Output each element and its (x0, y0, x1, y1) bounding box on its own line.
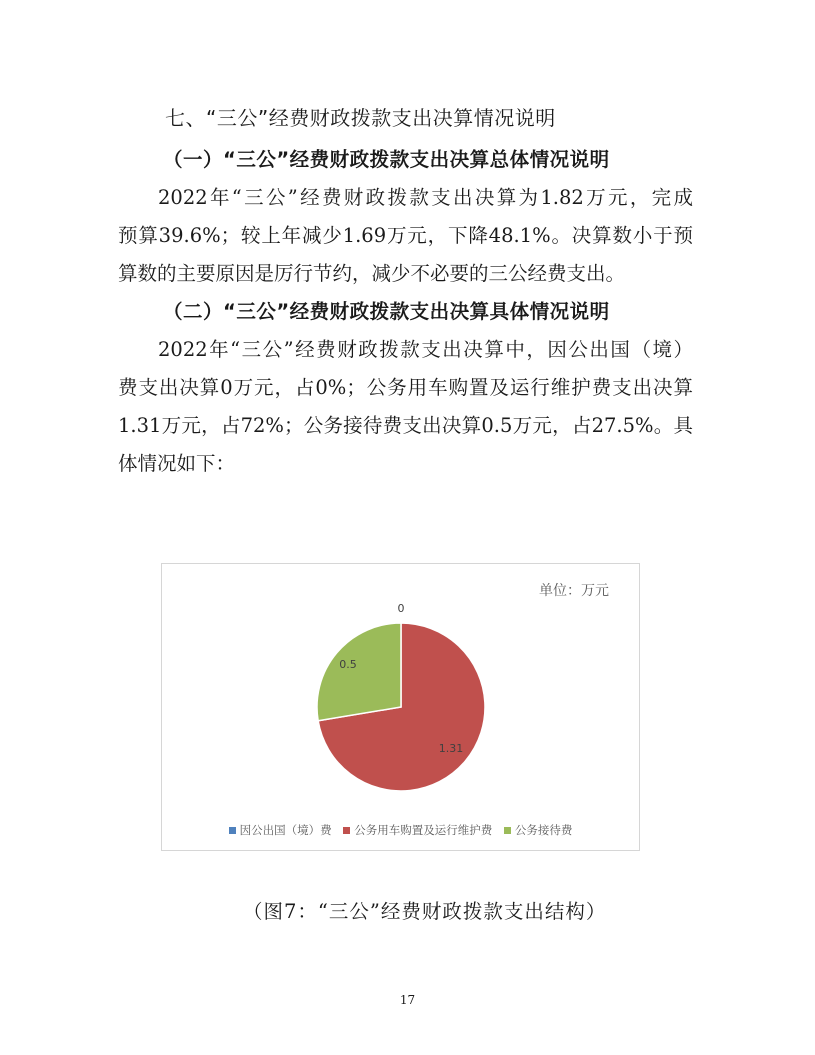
section-heading: 七、“三公”经费财政拨款支出决算情况说明 (165, 106, 556, 130)
paragraph-2-line-2: 费支出决算0万元，占0%；公务用车购置及运行维护费支出决算 (118, 376, 693, 399)
data-label-vehicle: 1.31 (438, 742, 464, 755)
subsection-1-heading: （一）“三公”经费财政拨款支出决算总体情况说明 (163, 148, 610, 171)
pie-chart-canvas (162, 564, 639, 814)
paragraph-2-line-3: 1.31万元，占72%；公务接待费支出决算0.5万元，占27.5%。具 (118, 414, 693, 437)
chart-unit-label: 单位：万元 (539, 583, 609, 599)
legend-label-reception: 公务接待费 (514, 823, 573, 837)
page-number: 17 (399, 993, 416, 1007)
paragraph-1-line-1: 2022年“三公”经费财政拨款支出决算为1.82万元，完成 (158, 186, 693, 209)
paragraph-2-line-1: 2022年“三公”经费财政拨款支出决算中，因公出国（境） (158, 338, 693, 361)
pie-chart (161, 563, 640, 851)
data-label-abroad: 0 (397, 602, 405, 615)
legend-label-vehicle: 公务用车购置及运行维护费 (354, 823, 493, 837)
legend-swatch-abroad (229, 827, 236, 834)
pie-slice-reception (317, 623, 401, 721)
legend-item-vehicle (343, 822, 492, 838)
legend-swatch-reception (504, 827, 511, 834)
legend-item-reception (504, 822, 573, 838)
data-label-reception: 0.5 (339, 658, 357, 671)
legend-swatch-vehicle (343, 827, 350, 834)
paragraph-1-line-2: 预算39.6%；较上年减少1.69万元，下降48.1%。决算数小于预 (118, 224, 693, 247)
paragraph-1-line-3: 算数的主要原因是厉行节约，减少不必要的三公经费支出。 (118, 262, 626, 285)
paragraph-2-line-4: 体情况如下： (118, 452, 236, 475)
chart-legend (162, 822, 639, 838)
figure-caption: （图7：“三公”经费财政拨款支出结构） (243, 900, 607, 923)
legend-item-abroad (229, 822, 332, 838)
subsection-2-heading: （二）“三公”经费财政拨款支出决算具体情况说明 (163, 300, 610, 323)
legend-label-abroad: 因公出国（境）费 (239, 823, 332, 837)
